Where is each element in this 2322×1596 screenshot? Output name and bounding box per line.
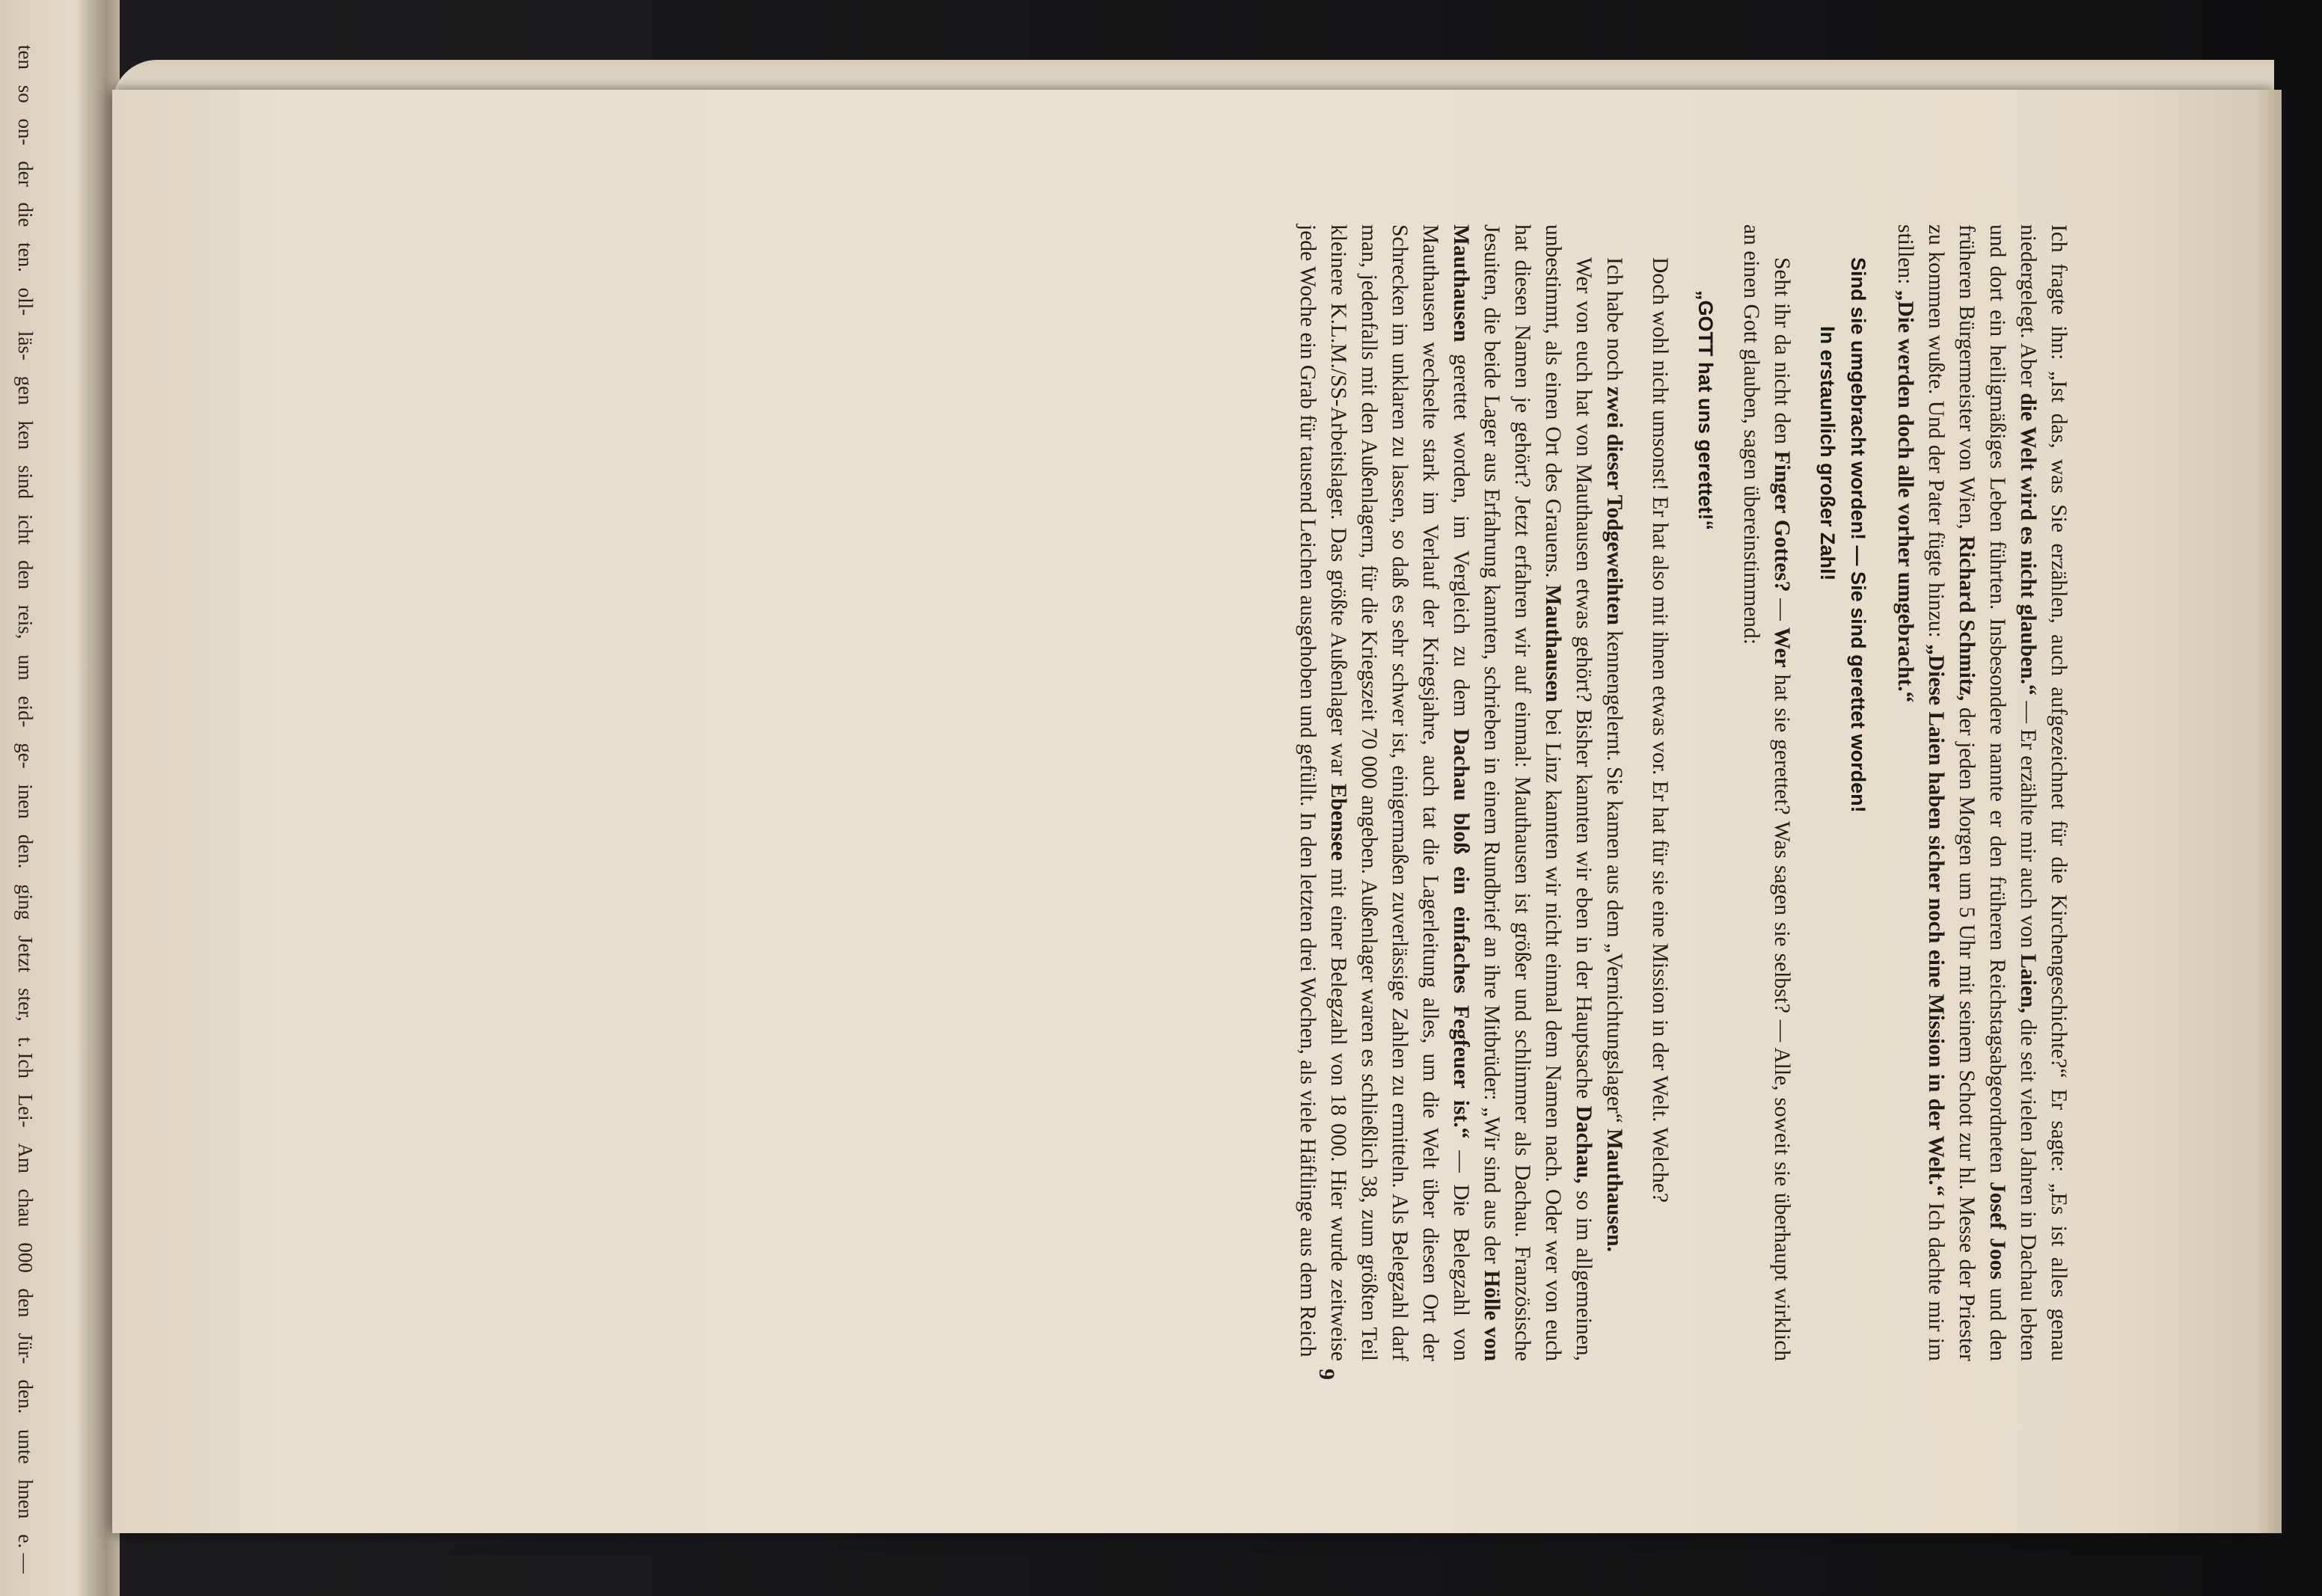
previous-page-fragment: unte (14, 1428, 37, 1464)
paragraph (1599, 224, 1629, 1361)
previous-page-fragment: e. — (14, 1534, 37, 1574)
text-run: — Er erzählte mir auch von (2016, 695, 2040, 954)
text-run: bei Linz kannten wir nicht einmal dem Namen nach. Oder wer von euch hat diesen Namen je gehört? Jetzt erfahren wir auf einmal: Mauthausen ist größer und schlimmer als Dachau. Französische Jesuiten, die beide Lager aus Erfahrung kannten, schrieben in einem Rundbrief an ihre Mitbrüder: „Wir sind aus der (1480, 224, 1565, 1362)
bold-text-run: „Diese Laien haben sicher noch eine Mission in der Welt.“ (1924, 644, 1948, 1197)
text-run: Doch wohl nicht umsonst! Er hat also mit ihnen etwas vor. Er hat für sie eine Mission in der Welt. Welche? (1648, 257, 1672, 1203)
bold-text-run: Josef Joos (1985, 1182, 2009, 1280)
previous-page-fragment: icht (14, 514, 37, 545)
page-text-block (1296, 224, 2074, 1362)
text-run: — (1770, 592, 1794, 627)
text-run: Ich dachte mir im stillen: (1893, 224, 1948, 1361)
previous-page-fragment: ging (14, 884, 37, 921)
bold-text-run: Mauthausen (1541, 584, 1565, 702)
previous-page-fragment: gen (14, 375, 37, 405)
text-run: — Die Belegzahl von Mauthausen wechselte stark im Verlauf der Kriegsjahre, auch tat die Lagerleitung alles, um die Welt über diesen Ort der Schrecken im unklaren zu lassen, so daß es sehr schwer ist, einigermaßen zuverlässige Zahlen zu ermitteln. Als Belegzahl darf man, jedenfalls mit den Außenlagern, für die Kriegszeit 70 000 angeben. Außenlager waren es schließlich 38, zum größten Teil kleinere K.L.M./SS-Arbeitslager. Das größte Außenlager war (1326, 224, 1473, 1361)
section-heading: Sind sie umgebracht worden! — Sie sind gerettet worden! (1847, 257, 1869, 813)
previous-page-fragment: ten. (14, 242, 37, 272)
paragraph (1736, 224, 1797, 1361)
text-run: Wer von euch hat von Mauthausen etwas gehört? Bisher kannten wir eben in der Hauptsache (1572, 257, 1596, 1106)
bold-text-run: Finger Gottes? (1770, 450, 1794, 592)
text-run: Ich habe noch (1602, 257, 1626, 387)
bold-text-run: Richard Schmitz, (1955, 535, 1979, 702)
previous-page-fragment: Am (14, 1143, 37, 1173)
section-subheading: In erstaunlich großer Zahl! (1816, 326, 1839, 581)
paragraph (1644, 224, 1675, 1361)
paragraph (1292, 224, 1599, 1361)
previous-page-fragment: ten (14, 45, 37, 70)
previous-page-fragment: on- (14, 118, 37, 146)
previous-page-fragment: chau (14, 1188, 37, 1227)
text-run: hat sie gerettet? Was sagen sie selbst? — Alle, soweit sie überhaupt wirklich an einen Gott glauben, sagen übereinstimmend: (1739, 224, 1794, 1362)
previous-page-fragment: oll- (14, 287, 37, 316)
previous-page-fragment: inen (14, 784, 37, 819)
previous-page-fragment: läs- (14, 331, 37, 360)
previous-page-fragment: ken (14, 420, 37, 450)
bold-text-run: Hölle von Mauthausen (1449, 224, 1504, 1361)
bold-text-run: „Die werden doch alle vorher umgebracht.“ (1893, 289, 1917, 703)
bold-text-run: Dachau bloß ein einfaches Fegfeuer ist.“ (1449, 728, 1473, 1139)
text-run: und den früheren Bürgermeister von Wien, (1955, 224, 2009, 1361)
paragraph (1890, 224, 2074, 1361)
bold-text-run: zwei dieser Todgeweihten (1602, 386, 1626, 625)
previous-page-fragment: die (14, 202, 37, 227)
previous-page-fragment: reis, (14, 604, 37, 639)
text-run: kennengelernt. Sie kamen aus dem „Vernichtungslager“ (1602, 624, 1626, 1129)
previous-page-fragment: Jetzt (14, 935, 37, 973)
previous-page-fragment: den (14, 560, 37, 590)
previous-page-fragment: ster, (14, 988, 37, 1022)
previous-page-fragment: Jür- (14, 1333, 37, 1364)
previous-page-fragment: hnen (14, 1479, 37, 1519)
previous-page-fragment: Lei- (14, 1093, 37, 1128)
text-run: so im allgemeinen, unbestimmt, als einen Ort des Grauens. (1541, 224, 1596, 1362)
bold-text-run: Dachau, (1572, 1105, 1596, 1184)
page-number: 9 (1314, 1369, 1339, 1380)
bold-text-run: Wer (1770, 627, 1794, 668)
previous-page-fragment: 000 (14, 1242, 37, 1273)
bold-text-run: Laien, (2016, 954, 2040, 1013)
bold-text-run: Mauthausen. (1602, 1129, 1626, 1252)
bold-text-run: die Welt wird es nicht glauben.“ (2016, 393, 2040, 696)
previous-page-fragment: t. Ich (14, 1037, 37, 1078)
text-run: Seht ihr da nicht den (1770, 257, 1794, 451)
previous-page-fragment: sind (14, 465, 37, 500)
previous-page-fragment: den. (14, 834, 37, 869)
previous-page-fragment: ge- (14, 743, 37, 769)
text-run: gerettet worden, im Vergleich zu dem (1449, 342, 1473, 729)
text-run: Ich fragte ihn: „Ist das, was Sie erzählen, auch aufgezeichnet für die Kirchengeschichte?“ Er sagte: „Es ist alles genau niedergelegt. Aber (2016, 224, 2071, 1361)
quote-heading: „GOTT hat uns gerettet!“ (1694, 290, 1717, 531)
bold-text-run: Ebensee (1326, 783, 1350, 861)
previous-page-fragment: eid- (14, 696, 37, 728)
text-run: mit einer Belegzahl von 18 000. Hier wurde zeitweise jede Woche ein Grab für tausend Leichen ausgehoben und gefüllt. In den letzten drei Wochen, als viele Häftlinge aus dem Reich (1296, 224, 1350, 1362)
previous-page-fragment: der (14, 161, 37, 187)
previous-page-fragment: um (14, 654, 37, 681)
page-bottom-edge (2259, 90, 2282, 1533)
previous-page-fragment: den. (14, 1379, 37, 1414)
text-run: der jeden Morgen um 5 Uhr mit seinem Schott zur hl. Messe der Priester zu kommen wußte. Und der Pater fügte hinzu: (1924, 224, 1979, 1361)
text-run: die seit vielen Jahren in Dachau lebten und dort ein heiligmäßiges Leben führten. Insbesondere nannte er den früheren Reichstagsabgeordneten (1985, 224, 2040, 1361)
previous-page-fragment: so (14, 85, 37, 103)
previous-page-fragment: den (14, 1288, 37, 1318)
